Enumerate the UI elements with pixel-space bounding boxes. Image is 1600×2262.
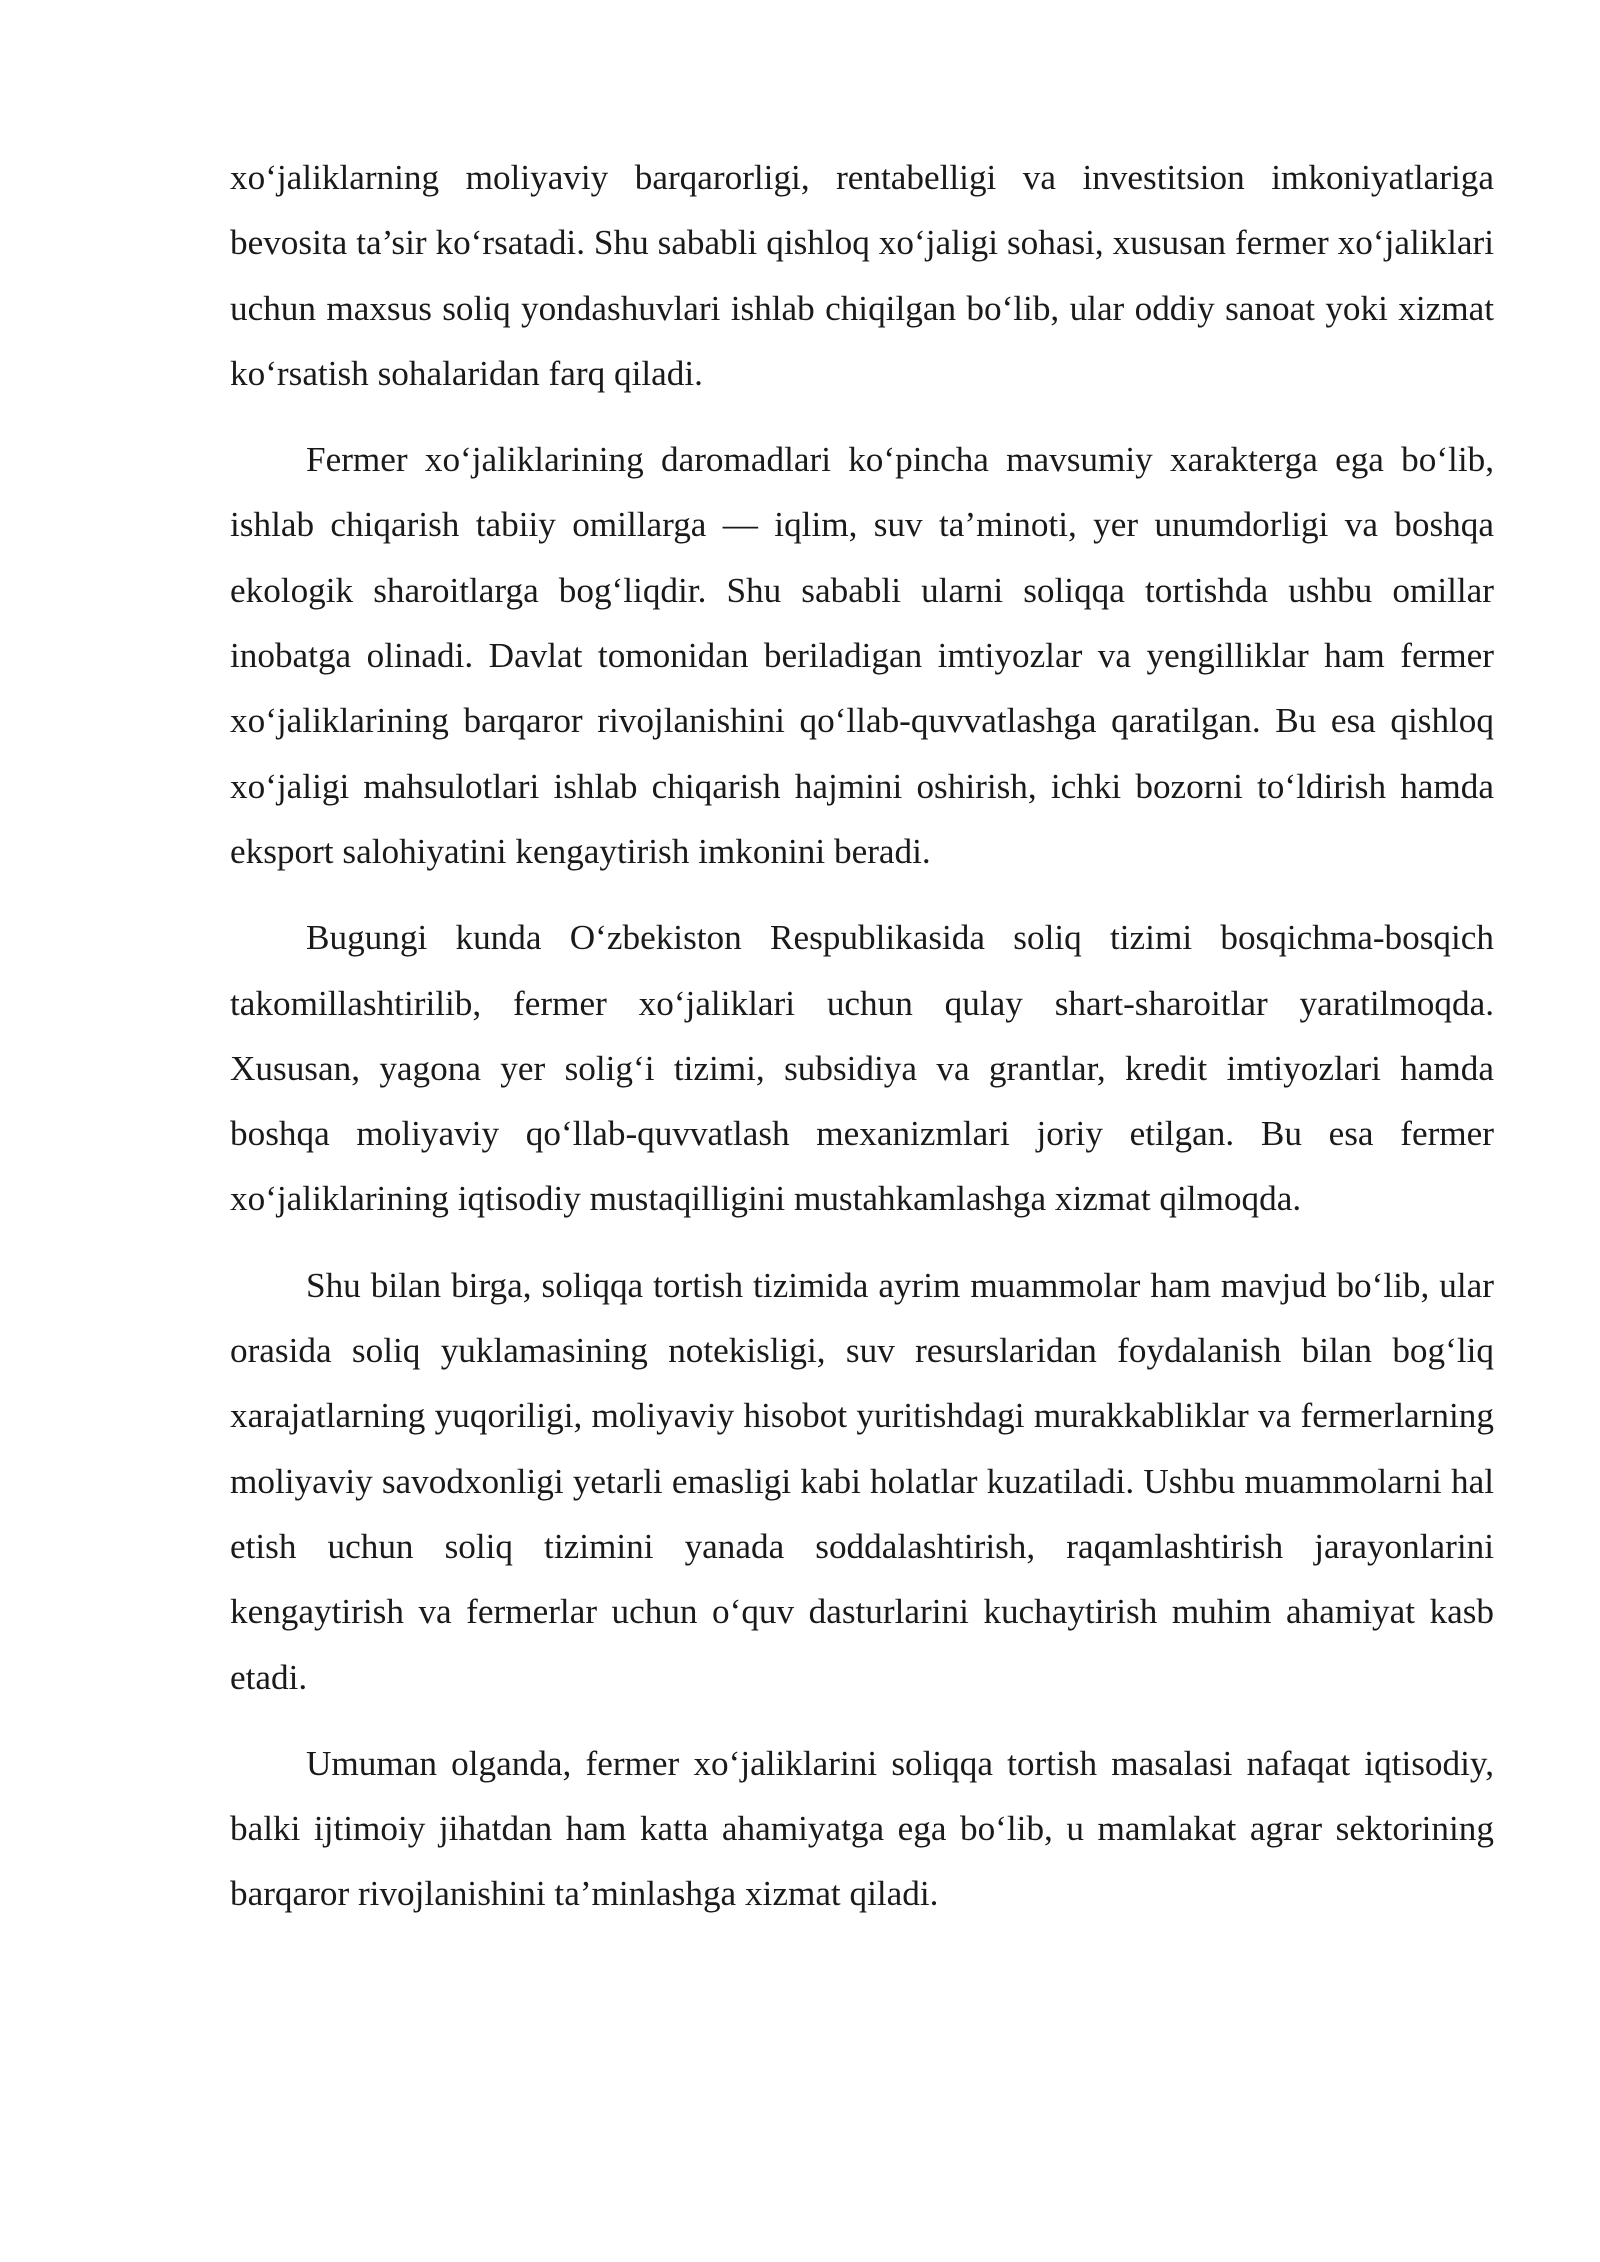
paragraph-conclusion: Umuman olganda, fermer xo‘jaliklarini soliqqa tortish masalasi nafaqat iqtisodiy, balki ijtimoiy jihatdan ham katta ahamiyatga ega bo‘lib, u mamlakat agrar sektorining barqaror rivojlanishini ta’minlashga xizmat qiladi. [230,1743,1494,1914]
document-page [230,145,1494,1948]
paragraph-tax-system: Bugungi kunda O‘zbekiston Respublikasida soliq tizimi bosqichma-bosqich takomillashtirilib, fermer xo‘jaliklari uchun qulay shart-sharoitlar yaratilmoqda. Xususan, yagona yer solig‘i tizimi, subsidiya va grantlar, kredit imtiyozlari hamda boshqa moliyaviy qo‘llab-quvvatlash mexanizmlari joriy etilgan. Bu esa fermer xo‘jaliklarining iqtisodiy mustaqilligini mustahkamlashga xizmat qilmoqda. [230,918,1494,1219]
paragraph-continued: xo‘jaliklarning moliyaviy barqarorligi, rentabelligi va investitsion imkoniyatlariga bevosita ta’sir ko‘rsatadi. Shu sababli qishloq xo‘jaligi sohasi, xususan fermer xo‘jaliklari uchun maxsus soliq yondashuvlari ishlab chiqilgan bo‘lib, ular oddiy sanoat yoki xizmat ko‘rsatish sohalaridan farq qiladi. [230,158,1494,393]
paragraph-farm-income: Fermer xo‘jaliklarining daromadlari ko‘pincha mavsumiy xarakterga ega bo‘lib, ishlab chiqarish tabiiy omillarga — iqlim, suv ta’minoti, yer unumdorligi va boshqa ekologik sharoitlarga bog‘liqdir. Shu sababli ularni soliqqa tortishda ushbu omillar inobatga olinadi. Davlat tomonidan beriladigan imtiyozlar va yengilliklar ham fermer xo‘jaliklarining barqaror rivojlanishini qo‘llab-quvvatlashga qaratilgan. Bu esa qishloq xo‘jaligi mahsulotlari ishlab chiqarish hajmini oshirish, ichki bozorni to‘ldirish hamda eksport salohiyatini kengaytirish imkonini beradi. [230,440,1494,871]
paragraph-problems: Shu bilan birga, soliqqa tortish tizimida ayrim muammolar ham mavjud bo‘lib, ular orasida soliq yuklamasining notekisligi, suv resurslaridan foydalanish bilan bog‘liq xarajatlarning yuqoriligi, moliyaviy hisobot yuritishdagi murakkabliklar va fermerlarning moliyaviy savodxonligi yetarli emasligi kabi holatlar kuzatiladi. Ushbu muammolarni hal etish uchun soliq tizimini yanada soddalashtirish, raqamlashtirish jarayonlarini kengaytirish va fermerlar uchun o‘quv dasturlarini kuchaytirish muhim ahamiyat kasb etadi. [230,1265,1494,1697]
